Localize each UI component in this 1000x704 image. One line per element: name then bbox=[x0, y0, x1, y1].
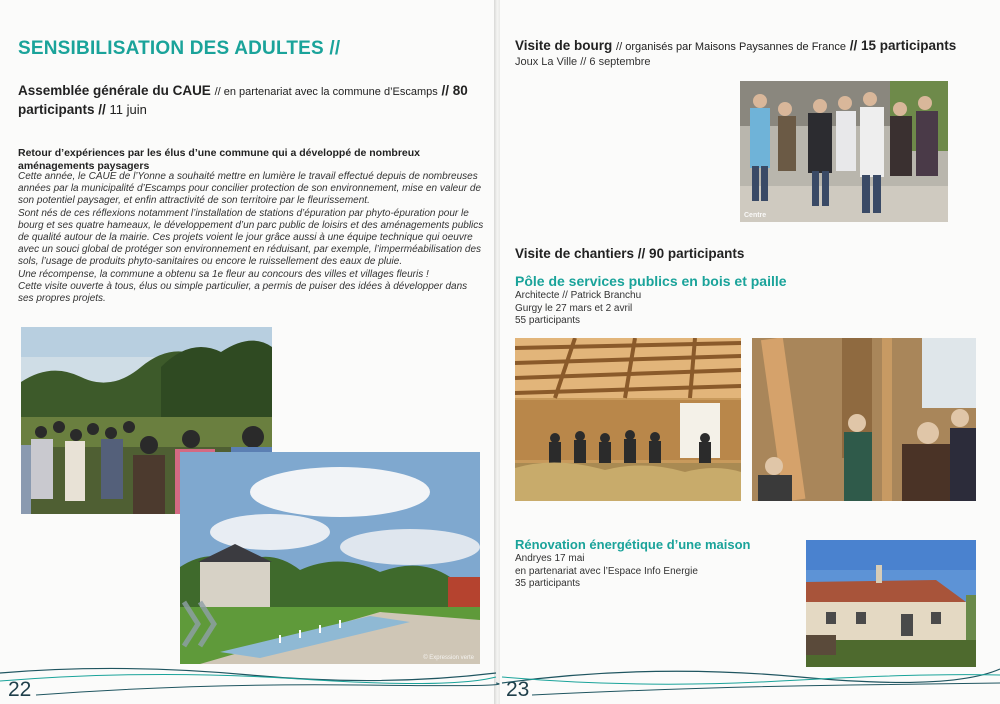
photo-credit: © Expression verte bbox=[423, 655, 474, 661]
photo-credit: Centre bbox=[744, 212, 767, 219]
ag-heading bbox=[18, 82, 478, 118]
bourg-place-date: Joux La Ville // 6 septembre bbox=[515, 56, 651, 68]
pole-info bbox=[515, 290, 641, 328]
page-number-right: 23 bbox=[506, 678, 530, 701]
bourg-heading bbox=[515, 38, 995, 55]
info-line: en partenariat avec l’Espace Info Energie bbox=[515, 565, 698, 577]
photo-group-visit bbox=[740, 81, 948, 222]
bourg-organizer: // organisés par Maisons Paysannes de France bbox=[616, 41, 846, 53]
paragraph: Sont nés de ces réflexions notamment l’installation de stations d’épuration par phyto-épuration pour le bourg et ses quatre hameaux, le développement d’un parc public de loisirs et des aménagements publics de qualité autour de la mairie. Ces projets voient le jour grâce aussi à une équipe technique qui oeuvre avec un souci global de protéger son environnement en réduisant, par exemple, l’imperméabilisation des sols, l’usage de produits phyto-sanitaires ou encore le ruissellement des eaux de pluie. bbox=[18, 207, 484, 268]
chantiers-title: Visite de chantiers // 90 participants bbox=[515, 246, 745, 261]
photo-park-fountain bbox=[180, 452, 480, 664]
bourg-count: // 15 participants bbox=[849, 38, 957, 53]
left-page bbox=[0, 0, 496, 704]
body-text bbox=[18, 171, 484, 305]
right-page bbox=[500, 0, 1000, 704]
footer-wave bbox=[0, 655, 1000, 704]
info-line: Architecte // Patrick Branchu bbox=[515, 290, 642, 301]
ag-title: Assemblée générale du CAUE bbox=[18, 83, 211, 98]
renovation-title: Rénovation énergétique d’une maison bbox=[515, 537, 751, 552]
renovation-info bbox=[515, 553, 698, 591]
paragraph: Cette année, le CAUE de l’Yonne a souhaité mettre en lumière le travail effectué depuis de nombreuses années par la municipalité d’Escamps pour concilier protection de son environnement, mise en valeur de son potentiel paysager, et enfin attractivité de son territoire par le fleurissement. bbox=[18, 171, 482, 207]
retour-title: Retour d’expériences par les élus d’une commune qui a développé de nombreux aménagements paysagers bbox=[18, 147, 421, 172]
paragraph: Cette visite ouverte à tous, élus ou simple particulier, a permis de puiser des idées à développer dans ses propres projets. bbox=[18, 280, 468, 305]
info-line: Andryes 17 mai bbox=[515, 553, 585, 564]
info-line: 35 participants bbox=[515, 578, 581, 589]
ag-count: // 80 participants // bbox=[18, 83, 468, 117]
photo-timber-interior bbox=[515, 338, 741, 501]
bourg-title: Visite de bourg bbox=[515, 38, 613, 53]
pole-title: Pôle de services publics en bois et paille bbox=[515, 273, 787, 289]
photo-farmhouse bbox=[806, 540, 976, 667]
page-number-left: 22 bbox=[8, 678, 32, 701]
photo-straw-wall bbox=[752, 338, 976, 501]
info-line: Gurgy le 27 mars et 2 avril bbox=[515, 302, 633, 314]
ag-date: 11 juin bbox=[109, 102, 147, 117]
info-line: 55 participants bbox=[515, 315, 581, 326]
paragraph: Une récompense, la commune a obtenu sa 1e fleur au concours des villes et villages fleuris ! bbox=[18, 268, 429, 280]
section-title: SENSIBILISATION DES ADULTES // bbox=[18, 38, 341, 59]
ag-partner: // en partenariat avec la commune d’Escamps bbox=[214, 86, 438, 98]
